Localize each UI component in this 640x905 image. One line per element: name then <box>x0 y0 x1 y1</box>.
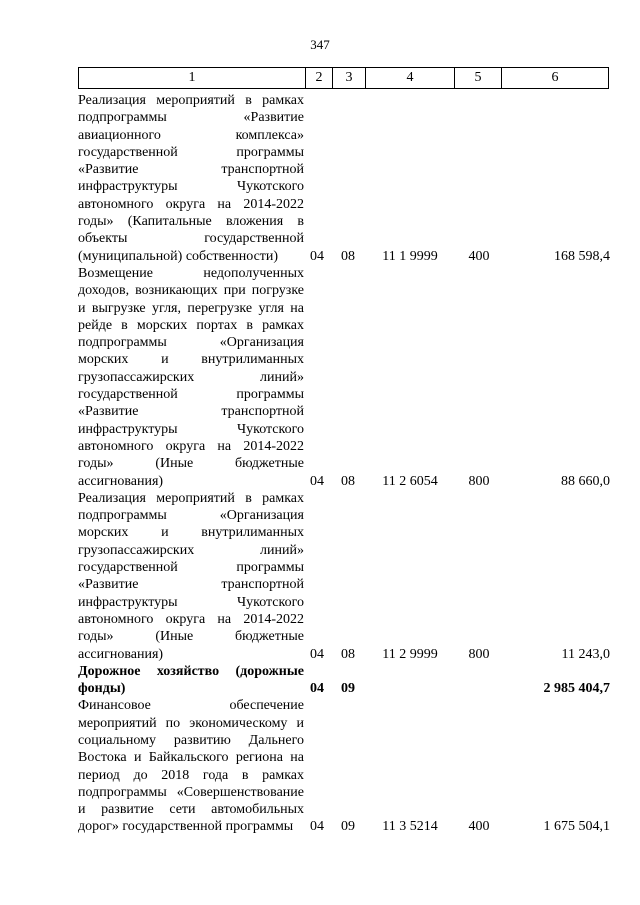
header-col-6: 6 <box>502 68 609 89</box>
row-expense-type: 800 <box>468 473 490 489</box>
table-row <box>78 265 610 490</box>
row-amount: 1 675 504,1 <box>543 819 610 835</box>
header-col-4: 4 <box>366 68 455 89</box>
row-expense-type: 400 <box>468 819 490 835</box>
row-section: 04 <box>310 819 324 835</box>
table-header <box>78 67 609 89</box>
table-row-section-heading <box>78 663 610 698</box>
row-amount: 11 243,0 <box>561 646 610 662</box>
row-target-code: 11 2 9999 <box>382 646 438 662</box>
table-row <box>78 697 610 835</box>
row-subsection: 09 <box>341 819 355 835</box>
row-subsection: 09 <box>341 681 355 697</box>
row-section: 04 <box>310 248 324 264</box>
row-expense-type: 400 <box>468 248 490 264</box>
row-description: Реализация мероприятий в рамках подпрограммы «Развитие авиационного комплекса» государственной программы «Развитие транспортной инфраструктуры Чукотского автономного округа на 2014-2022 годы» (Капитальные вложения в объекты государственной (муниципальной) собственности) <box>78 93 304 264</box>
row-section: 04 <box>310 681 324 697</box>
table-row <box>78 92 610 265</box>
row-amount: 168 598,4 <box>554 248 610 264</box>
row-description: Дорожное хозяйство (дорожные фонды) <box>78 663 304 697</box>
table-body <box>78 92 610 836</box>
row-subsection: 08 <box>341 248 355 264</box>
row-description: Финансовое обеспечение мероприятий по экономическому и социальному развитию Дальнего Востока и Байкальского региона на период до 2018 года в рамках подпрограммы «Совершенствование и развитие сети автомобильных дорог» государственной программы <box>78 698 304 835</box>
page-number: 347 <box>310 37 330 52</box>
header-col-1: 1 <box>79 68 306 89</box>
header-col-2: 2 <box>306 68 333 89</box>
row-amount: 88 660,0 <box>561 473 610 489</box>
row-section: 04 <box>310 473 324 489</box>
row-amount: 2 985 404,7 <box>543 681 610 697</box>
header-col-3: 3 <box>333 68 366 89</box>
row-description: Возмещение недополученных доходов, возникающих при погрузке и выгрузке угля, перегрузке угля на рейде в морских портах в рамках подпрограммы «Организация морских и внутрилиманных грузопассажирских линий» государственной программы «Развитие транспортной инфраструктуры Чукотского автономного округа на 2014-2022 годы» (Иные бюджетные ассигнования) <box>78 265 304 489</box>
table-row <box>78 490 610 663</box>
row-section: 04 <box>310 646 324 662</box>
row-target-code: 11 1 9999 <box>382 248 438 264</box>
row-subsection: 08 <box>341 646 355 662</box>
row-description: Реализация мероприятий в рамках подпрограммы «Организация морских и внутрилиманных грузопассажирских линий» государственной программы «Развитие транспортной инфраструктуры Чукотского автономного округа на 2014-2022 годы» (Иные бюджетные ассигнования) <box>78 490 304 662</box>
row-subsection: 08 <box>341 473 355 489</box>
row-expense-type: 800 <box>468 646 490 662</box>
row-target-code: 11 3 5214 <box>382 819 438 835</box>
row-target-code: 11 2 6054 <box>382 473 438 489</box>
header-col-5: 5 <box>455 68 502 89</box>
